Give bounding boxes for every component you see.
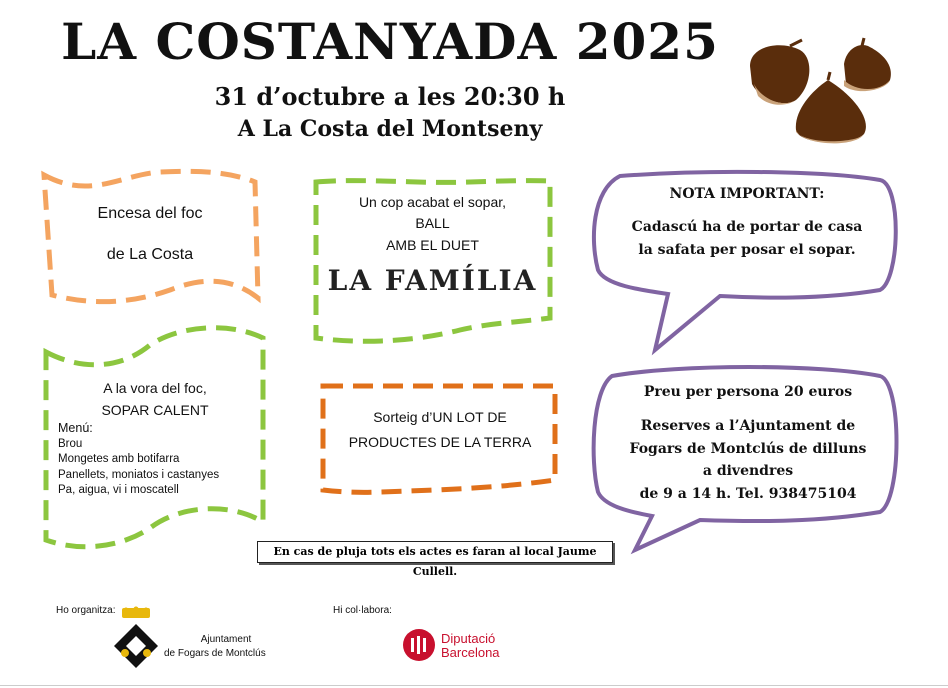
dinner-line2: SOPAR CALENT — [101, 402, 209, 418]
collab-label: Hi col·labora: — [333, 605, 392, 616]
dance-line2: BALL — [415, 215, 450, 231]
fire-line2: de La Costa — [106, 246, 194, 263]
raffle-line1: Sorteig d’UN LOT DE — [373, 409, 507, 425]
reservation-line1: Reserves a l’Ajuntament de — [640, 418, 856, 434]
reservation-line3: a divendres — [702, 463, 794, 479]
fire-frame — [44, 171, 258, 301]
event-place: A La Costa del Montseny — [237, 116, 543, 142]
raffle-line2: PRODUCTES DE LA TERRA — [348, 434, 532, 450]
diputacio-logo-icon — [402, 628, 436, 662]
rain-note: En cas de pluja tots els actes es faran al local Jaume Cullell. — [257, 541, 613, 563]
page-title: LA COSTANYADA 2025 — [61, 12, 719, 71]
reservation-line4: de 9 a 14 h. Tel. 938475104 — [639, 486, 857, 502]
price-line: Preu per persona 20 euros — [643, 384, 853, 400]
band-name: LA FAMÍLIA — [327, 264, 538, 297]
note-line1: Cadascú ha de portar de casa — [631, 219, 863, 235]
collab-line1: Diputació — [441, 631, 496, 646]
dinner-menu — [58, 421, 258, 499]
bottom-divider — [0, 685, 948, 686]
menu-item: Mongetes amb botifarra — [58, 453, 180, 465]
event-date: 31 d’octubre a les 20:30 h — [214, 82, 566, 111]
dance-line1: Un cop acabat el sopar, — [358, 194, 507, 210]
menu-title: Menú: — [58, 421, 93, 435]
collab-name — [441, 632, 500, 660]
dinner-line1: A la vora del foc, — [103, 380, 207, 396]
dance-line3: AMB EL DUET — [386, 237, 479, 253]
note-heading: NOTA IMPORTANT: — [669, 186, 825, 202]
organizer-label: Ho organitza: — [56, 605, 116, 616]
note-line2: la safata per posar el sopar. — [638, 242, 856, 258]
menu-item: Pa, aigua, vi i moscatell — [58, 484, 179, 496]
menu-item: Brou — [58, 437, 83, 450]
fire-line1: Encesa del foc — [97, 205, 203, 222]
organizer-line1: Ajuntament — [200, 634, 252, 645]
reservation-line2: Fogars de Montclús de dilluns — [629, 441, 867, 457]
menu-item: Panellets, moniatos i castanyes — [58, 468, 220, 481]
municipal-crest-icon — [112, 606, 160, 672]
collab-line2: Barcelona — [441, 645, 500, 660]
organizer-line2: de Fogars de Montclús — [164, 648, 266, 659]
